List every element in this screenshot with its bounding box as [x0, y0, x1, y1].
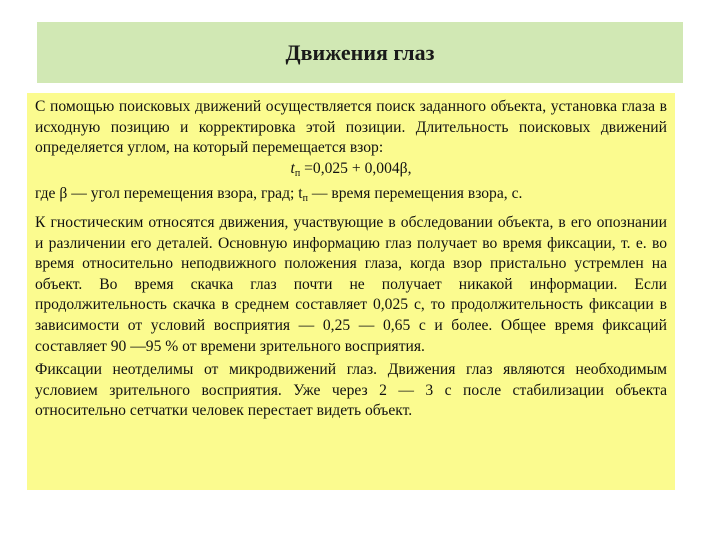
paragraph-fixations: Фиксации неотделимы от микродвижений глаз. Движения глаз являются необходимым условием зрительного восприятия. Уже через 2 — 3 с после стабилизации объекта относительно сетчатки человек перестает видеть объект. — [35, 361, 667, 420]
paragraph-legend — [35, 184, 667, 210]
title-bar — [37, 22, 683, 83]
formula-rhs: =0,025 + 0,004β, — [300, 159, 412, 177]
formula-lhs-sub: п — [294, 167, 301, 179]
formula-lhs: t — [290, 159, 295, 177]
legend-end: — время перемещения взора, с. — [307, 185, 523, 203]
formula — [35, 159, 667, 185]
slide-title: Движения глаз — [285, 39, 435, 65]
paragraph-search-movements: С помощью поисковых движений осуществляется поиск заданного объекта, установка глаза в исходную позицию и корректировка этой позиции. Длительность поисковых движений определяется углом, на который перемещается взор: — [35, 98, 667, 157]
content-box — [27, 93, 675, 490]
paragraph-gnostic-movements: К гностическим относятся движения, участвующие в обследовании объекта, в его опознании и различении его деталей. Основную информацию глаз получает во время фиксации, т. е. во время относительно неподвижного положения глаза, когда взор пристально устремлен на объект. Во время скачка глаз почти не получает никакой информации. Если продолжительность скачка в среднем составляет 0,025 с, то продолжительность фиксации в зависимости от условий восприятия — 0,25 — 0,65 с и более. Общее время фиксаций составляет 90 —95 % от времени зрительного восприятия. — [35, 213, 667, 355]
legend-sub: п — [302, 193, 308, 205]
legend-text: где β — угол перемещения взора, град; t — [35, 185, 303, 203]
